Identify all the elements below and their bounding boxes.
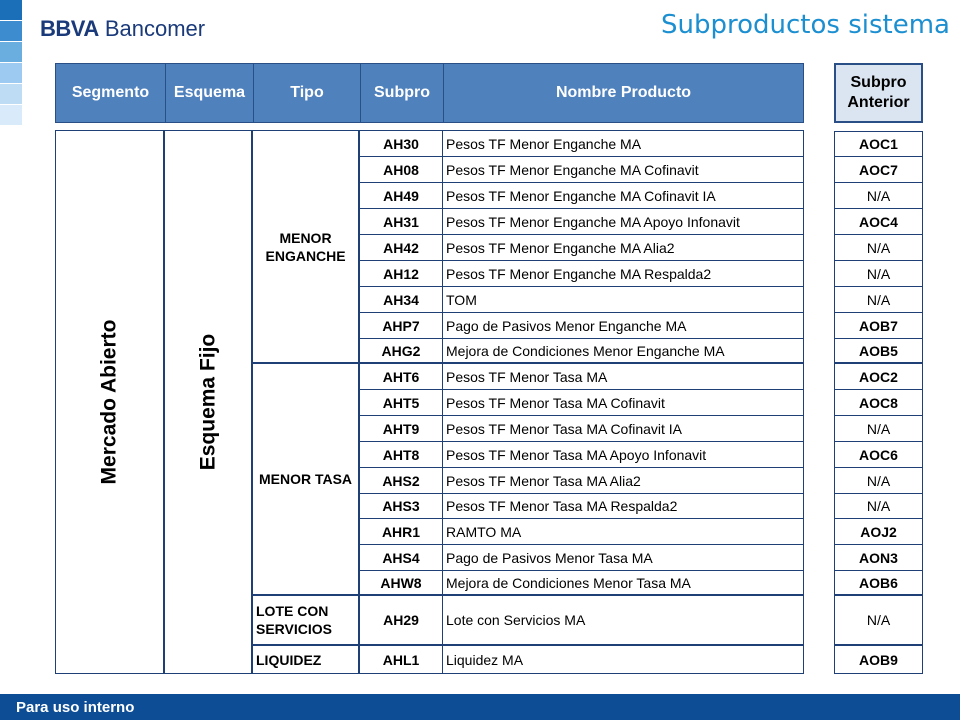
table-row (360, 646, 804, 674)
product-name: Pesos TF Menor Enganche MA Alia2 (446, 239, 675, 256)
header-subpro: Subpro (361, 64, 444, 122)
subpro-code: AH42 (360, 235, 443, 260)
subpro-code: AH49 (360, 183, 443, 208)
brand-square (0, 21, 22, 41)
product-name: Pesos TF Menor Tasa MA Cofinavit IA (446, 420, 683, 437)
product-name: Pago de Pasivos Menor Tasa MA (446, 549, 653, 566)
product-name: Pesos TF Menor Tasa MA Apoyo Infonavit (446, 446, 707, 463)
subpro-anterior-cell: AOB5 (834, 339, 923, 364)
table-row (360, 131, 804, 157)
page-title: Subproductos sistema (661, 10, 950, 40)
segment-label: Mercado Abierto (97, 319, 121, 485)
subpro-anterior-cell: AOB7 (834, 313, 923, 339)
tipo-label: LIQUIDEZ (256, 652, 322, 668)
subpro-anterior-cell: AOC6 (834, 442, 923, 468)
header-esquema: Esquema (166, 64, 254, 122)
table-row (360, 339, 804, 364)
header-tipo: Tipo (254, 64, 361, 122)
product-name: Pesos TF Menor Enganche MA Cofinavit (446, 161, 699, 178)
table-row (360, 287, 804, 313)
table-row (360, 416, 804, 442)
brand-color-squares (0, 0, 22, 126)
tipo-lote-con-servicios (253, 596, 360, 646)
header-nombre-producto: Nombre Producto (555, 84, 692, 101)
table-row (360, 494, 804, 519)
footer-internal-use: Para uso interno (0, 694, 960, 720)
product-name: Pesos TF Menor Tasa MA (446, 368, 608, 385)
subpro-anterior-cell: AOC7 (834, 157, 923, 183)
product-name: Pesos TF Menor Tasa MA Alia2 (446, 472, 641, 489)
tipo-liquidez (253, 646, 360, 674)
table-row (360, 442, 804, 468)
product-name: Lote con Servicios MA (446, 612, 586, 628)
subpro-anterior-cell: N/A (834, 494, 923, 519)
table-row (360, 313, 804, 339)
header-subpro-anterior (834, 63, 923, 123)
tipo-label: MENOR ENGANCHE (265, 229, 346, 264)
product-name: Pesos TF Menor Enganche MA Respalda2 (446, 265, 712, 282)
product-name: Pesos TF Menor Enganche MA Cofinavit IA (446, 187, 716, 204)
subpro-code: AHW8 (360, 571, 443, 594)
subpro-code: AHP7 (360, 313, 443, 338)
product-name: Pesos TF Menor Tasa MA Cofinavit (446, 394, 665, 411)
subpro-code: AH31 (360, 209, 443, 234)
product-name: TOM (446, 291, 477, 308)
subpro-anterior-cell: AOC2 (834, 364, 923, 390)
logo-bold: BBVA (40, 16, 99, 41)
header-subpro-anterior-label: Subpro Anterior (847, 74, 910, 111)
table-row (360, 235, 804, 261)
subpro-code: AH29 (360, 596, 443, 644)
table-row (360, 545, 804, 571)
tipo-menor-enganche (253, 131, 360, 364)
scheme-label: Esquema Fijo (196, 333, 219, 471)
subpro-code: AHT6 (360, 364, 443, 389)
table-row (360, 364, 804, 390)
table-row (360, 571, 804, 596)
brand-square (0, 63, 22, 83)
subpro-anterior-cell: AOB6 (834, 571, 923, 596)
brand-square (0, 105, 22, 125)
subpro-anterior-cell: N/A (834, 416, 923, 442)
subpro-code: AHT5 (360, 390, 443, 415)
subpro-anterior-cell: N/A (834, 468, 923, 494)
product-name: Pago de Pasivos Menor Enganche MA (446, 317, 687, 334)
table-row (360, 209, 804, 235)
logo-rest: Bancomer (98, 16, 206, 41)
product-name: Liquidez MA (446, 652, 524, 668)
subpro-code: AHR1 (360, 519, 443, 544)
product-name: Pesos TF Menor Enganche MA (446, 135, 642, 152)
subpro-anterior-cell: N/A (834, 183, 923, 209)
header-segmento: Segmento (56, 64, 166, 122)
table-row (360, 390, 804, 416)
product-name: Pesos TF Menor Enganche MA Apoyo Infonavit (446, 213, 740, 230)
subpro-code: AHL1 (360, 646, 443, 674)
subpro-code: AHS3 (360, 494, 443, 518)
table-row (360, 183, 804, 209)
subpro-code: AHS4 (360, 545, 443, 570)
subpro-anterior-cell: AOB9 (834, 646, 923, 674)
subpro-code: AH08 (360, 157, 443, 182)
subpro-code: AH34 (360, 287, 443, 312)
subpro-code: AHS2 (360, 468, 443, 493)
table-row (360, 157, 804, 183)
segment-cell (55, 130, 165, 674)
product-name: Pesos TF Menor Tasa MA Respalda2 (446, 498, 678, 514)
subpro-anterior-cell: AOC4 (834, 209, 923, 235)
tipo-label: LOTE CON SERVICIOS (256, 603, 332, 637)
table-row (360, 596, 804, 646)
subpro-anterior-cell: N/A (834, 235, 923, 261)
tipo-menor-tasa (253, 364, 360, 596)
subpro-code: AH30 (360, 131, 443, 156)
product-name: Mejora de Condiciones Menor Tasa MA (446, 574, 691, 591)
product-name: Mejora de Condiciones Menor Enganche MA (446, 342, 725, 359)
subpro-anterior-cell: AOJ2 (834, 519, 923, 545)
subpro-code: AH12 (360, 261, 443, 286)
subpro-anterior-cell: N/A (834, 596, 923, 646)
subpro-anterior-cell: N/A (834, 261, 923, 287)
table-header (55, 63, 804, 123)
subpro-anterior-cell: N/A (834, 287, 923, 313)
table-row (360, 261, 804, 287)
table-row (360, 468, 804, 494)
subpro-code: AHG2 (360, 339, 443, 362)
brand-square (0, 0, 22, 20)
table-row (360, 519, 804, 545)
brand-square (0, 42, 22, 62)
product-name: RAMTO MA (446, 523, 522, 540)
brand-square (0, 84, 22, 104)
subpro-anterior-cell: AON3 (834, 545, 923, 571)
subpro-code: AHT8 (360, 442, 443, 467)
subpro-code: AHT9 (360, 416, 443, 441)
bbva-bancomer-logo (40, 16, 205, 42)
subpro-anterior-cell: AOC1 (834, 131, 923, 157)
scheme-cell (165, 130, 253, 674)
tipo-label: MENOR TASA (258, 471, 353, 487)
subpro-anterior-cell: AOC8 (834, 390, 923, 416)
